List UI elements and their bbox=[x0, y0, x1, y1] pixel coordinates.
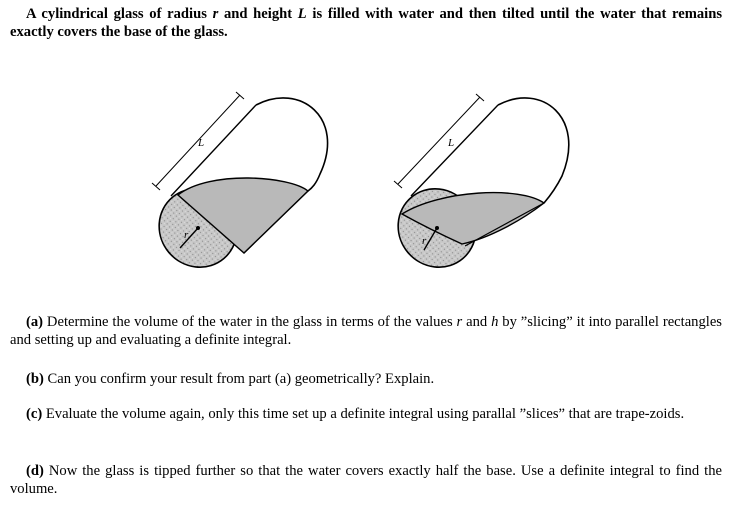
left-glass-top-rim bbox=[256, 98, 328, 191]
intro-var-L: L bbox=[297, 6, 307, 22]
left-center-dot bbox=[196, 226, 200, 230]
question-a-text-1: Determine the volume of the water in the glass in terms of the values bbox=[43, 314, 457, 330]
right-glass-side-top bbox=[411, 105, 498, 196]
question-a bbox=[10, 313, 722, 349]
left-dimension-tick-bottom bbox=[152, 183, 160, 190]
left-label-L: L bbox=[198, 137, 205, 149]
right-glass-drawing bbox=[382, 94, 569, 283]
question-a-var-r: r bbox=[456, 314, 463, 330]
question-b-text: Can you confirm your result from part (a) geometrically? Explain. bbox=[43, 371, 435, 387]
intro-text-2: and height bbox=[218, 6, 298, 22]
left-label-r: r bbox=[184, 229, 189, 241]
tilted-glass-figure bbox=[140, 88, 600, 288]
question-b-label: (b) bbox=[26, 371, 44, 387]
question-d bbox=[10, 462, 722, 498]
right-dimension-line-L bbox=[398, 97, 480, 184]
question-d-text: Now the glass is tipped further so that the water covers exactly half the base. Use a definite integral to find the volume. bbox=[10, 463, 722, 497]
question-c-label: (c) bbox=[26, 406, 43, 422]
right-label-L: L bbox=[448, 137, 455, 149]
question-a-var-h: h bbox=[491, 314, 499, 330]
question-a-text-2: and bbox=[462, 314, 492, 330]
intro-text-3: is filled with water and then tilted until the water that remains exactly covers the base of the glass. bbox=[10, 6, 722, 40]
question-c bbox=[10, 405, 722, 423]
right-label-r: r bbox=[422, 235, 427, 247]
question-b bbox=[10, 370, 722, 388]
right-center-dot bbox=[435, 226, 439, 230]
question-d-label: (d) bbox=[26, 463, 44, 479]
question-a-label: (a) bbox=[26, 314, 44, 330]
left-glass-drawing bbox=[143, 92, 327, 283]
problem-statement bbox=[10, 5, 722, 41]
intro-var-r: r bbox=[212, 6, 219, 22]
question-a-text-3: by ”slicing” it into parallel rectangles and setting up and evaluating a definite integral. bbox=[10, 314, 722, 348]
intro-text-1: A cylindrical glass of radius bbox=[26, 6, 213, 22]
right-dimension-tick-bottom bbox=[394, 181, 402, 188]
right-glass-top-rim bbox=[498, 98, 569, 203]
question-c-text: Evaluate the volume again, only this time set up a definite integral using parallal ”slices” that are trape-zoids. bbox=[42, 406, 685, 422]
